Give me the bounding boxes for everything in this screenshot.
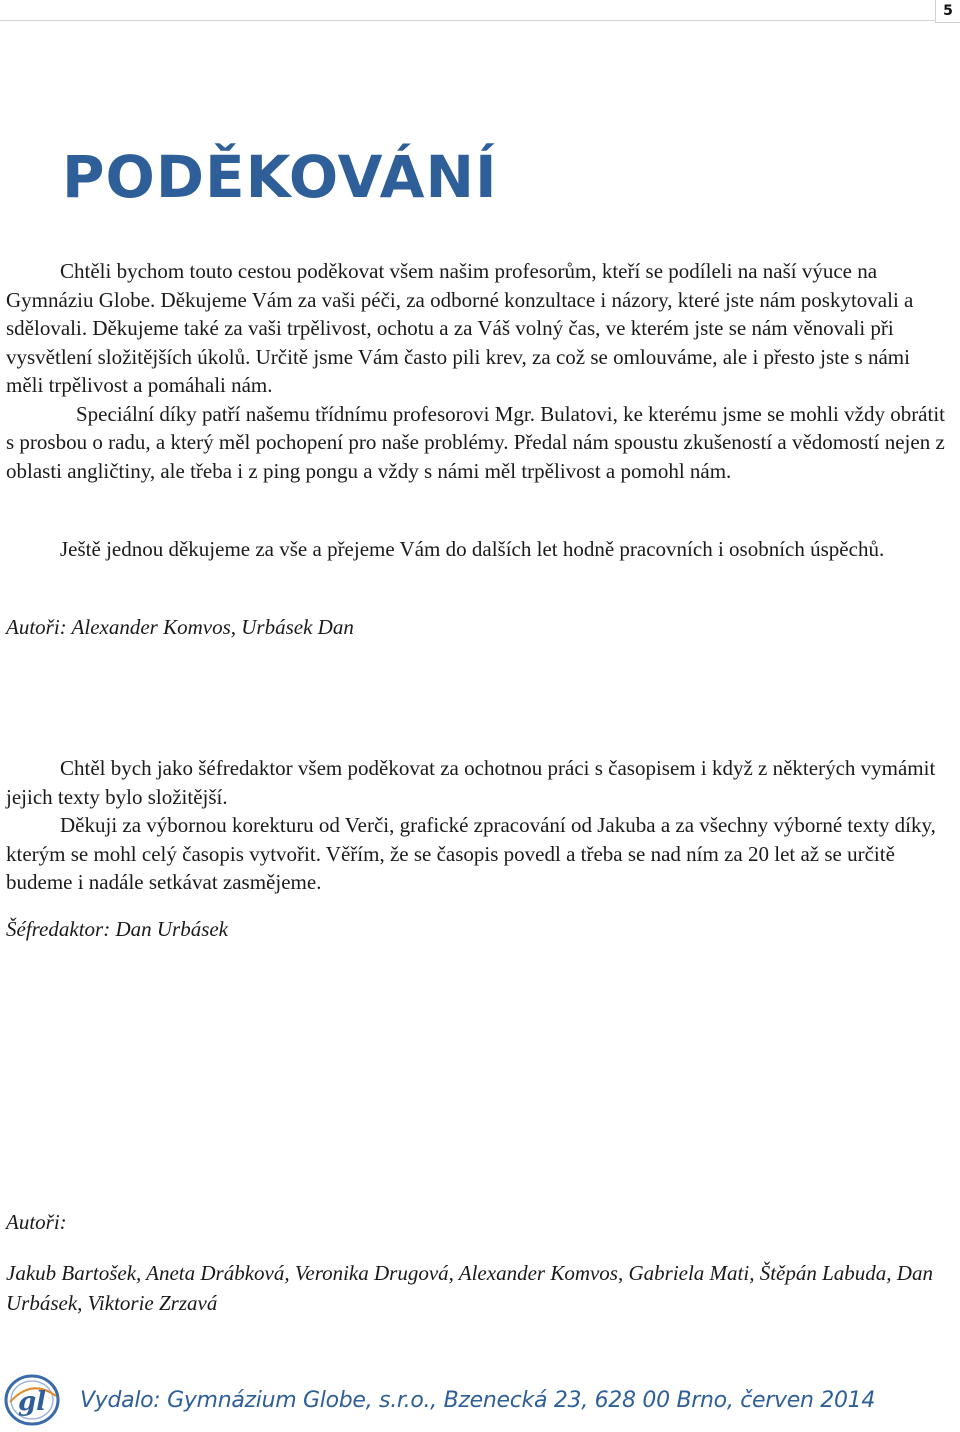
- logo-letters: gl: [18, 1387, 47, 1417]
- closing-paragraph: Ještě jednou děkujeme za vše a přejeme Vám do dalších let hodně pracovních i osobních úspěchů.: [60, 537, 885, 561]
- header-rule: [0, 20, 936, 21]
- authors-list: Jakub Bartošek, Aneta Drábková, Veronika Drugová, Alexander Komvos, Gabriela Mati, Štěpán Labuda, Dan Urbásek, Viktorie Zrzavá: [6, 1261, 933, 1315]
- authors-label: Autoři:: [6, 1210, 67, 1234]
- editor-signature: Šéfredaktor: Dan Urbásek: [6, 917, 229, 941]
- thanks-authors: Autoři: Alexander Komvos, Urbásek Dan: [6, 615, 354, 639]
- page-title: PODĚKOVÁNÍ: [62, 143, 498, 211]
- publisher-info: Vydalo: Gymnázium Globe, s.r.o., Bzenecká 23, 628 00 Brno, červen 2014: [80, 1388, 876, 1413]
- editor-paragraph-2: Děkuji za výbornou korekturu od Verči, grafické zpracování od Jakuba a za všechny výborné texty díky, kterým se mohl celý časopis vytvořit. Věřím, že se časopis povedl a třeba se nad ním za 20 let až se určitě budeme i nadále setkávat zasmějeme.: [6, 813, 936, 894]
- closing-section: [6, 535, 946, 564]
- editor-paragraph-1: Chtěl bych jako šéfredaktor všem poděkovat za ochotnou práci s časopisem i když z některých vymámit jejich texty bylo složitější.: [6, 756, 936, 809]
- footer: [0, 1372, 960, 1432]
- gymnazium-globe-logo-icon: [2, 1372, 64, 1428]
- thanks-paragraph-2: Speciální díky patří našemu třídnímu profesorovi Mgr. Bulatovi, ke kterému jsme se mohli vždy obrátit s prosbou o radu, a který měl pochopení pro naše problémy. Předal nám spoustu zkušeností a vědomostí nejen z oblasti angličtiny, ale třeba i z ping pongu a vždy s námi měl trpělivost a pomohl nám.: [6, 401, 946, 483]
- page-number: 5: [935, 0, 960, 23]
- thanks-paragraph-1: Chtěli bychom touto cestou poděkovat všem našim profesorům, kteří se podíleli na naší výuce na Gymnáziu Globe. Děkujeme Vám za vaši péči, za odborné konzultace i názory, které jste nám poskytovali a sdělovali. Děkujeme také za vaši trpělivost, ochotu a za Váš volný čas, ve kterém jste se nám věnovali při vysvětlení složitějších úkolů. Určitě jsme Vám často pili krev, za což se omlouváme, ale i přesto jste s námi měli trpělivost a pomáhali nám.: [6, 259, 914, 397]
- thanks-section: [6, 257, 946, 485]
- editor-section: [6, 754, 946, 897]
